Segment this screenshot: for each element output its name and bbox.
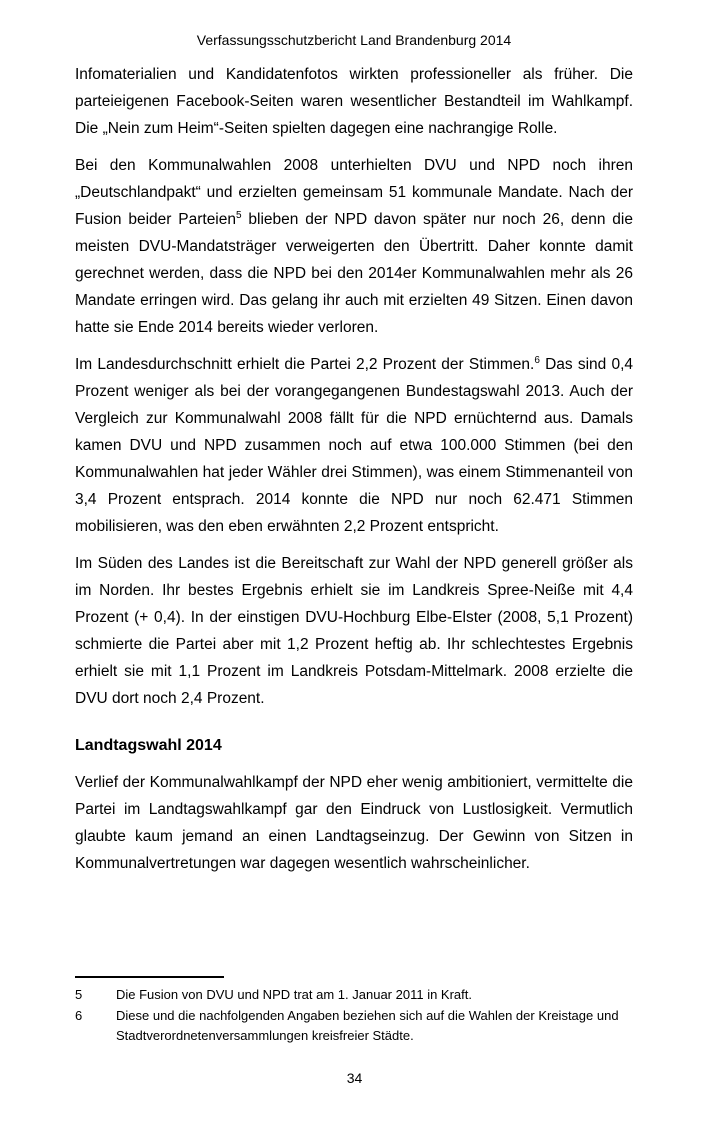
footnote-reference: 5 [236,209,242,221]
page-number: 34 [346,1070,363,1086]
footnote-separator [75,976,224,978]
footnote [75,1006,633,1047]
body-paragraph: Im Süden des Landes ist die Bereitschaft zur Wahl der NPD generell größer als im Norden. Ihr bestes Ergebnis erhielt sie im Landkreis Spree-Neiße mit 4,4 Prozent (+ 0,4). In der einstigen DVU-Hochburg Elbe-Elster (2008, 5,1 Prozent) schmierte die Partei aber mit 1,2 Prozent heftig ab. Ihr schlechtestes Ergebnis erhielt sie mit 1,1 Prozent im Landkreis Potsdam-Mittelmark. 2008 erzielte die DVU dort noch 2,4 Prozent. [75,555,633,707]
footnote-reference: 6 [534,354,540,366]
body-paragraph: Bei den Kommunalwahlen 2008 unterhielten DVU und NPD noch ihren „Deutschlandpakt“ und erzielten gemeinsam 51 kommunale Mandate. Nach der Fusion beider Parteien$^5$ blieben der NPD davon später nur noch 26, denn die meisten DVU-Mandatsträger verweigerten den Übertritt. Daher konnte damit gerechnet werden, dass die NPD bei den 2014er Kommunalwahlen mehr als 26 Mandate erringen wird. Das gelang ihr auch mit erzielten 49 Sitzen. Einen davon hatte sie Ende 2014 bereits wieder verloren. [75,157,633,336]
running-header: Verfassungsschutzbericht Land Brandenburg 2014 [196,32,512,48]
footnotes-section [75,976,633,1047]
footnote-number: 5 [75,987,83,1002]
footnote-text: Diese und die nachfolgenden Angaben beziehen sich auf die Wahlen der Kreistage und Stadtverordnetenversammlungen kreisfreier Städte. [116,1007,619,1043]
body-text [75,61,633,887]
footnote-text: Die Fusion von DVU und NPD trat am 1. Januar 2011 in Kraft. [116,987,472,1002]
footnote-number: 6 [75,1007,83,1023]
body-paragraph: Im Landesdurchschnitt erhielt die Partei 2,2 Prozent der Stimmen.$^6$ Das sind 0,4 Prozent weniger als bei der vorangegangenen Bundestagswahl 2013. Auch der Vergleich zur Kommunalwahl 2008 fällt für die NPD ernüchternd aus. Damals kamen DVU und NPD zusammen noch auf etwa 100.000 Stimmen (bei den Kommunalwahlen hat jeder Wähler drei Stimmen), was einem Stimmenanteil von 3,4 Prozent entsprach. 2014 konnte die NPD nur noch 62.471 Stimmen mobilisieren, was den eben erwähnten 2,2 Prozent entspricht. [75,354,634,535]
footnote [75,985,633,1006]
footnote-list [75,985,633,1047]
section-heading: Landtagswahl 2014 [75,737,222,754]
body-paragraph: Infomaterialien und Kandidatenfotos wirkten professioneller als früher. Die parteieigenen Facebook-Seiten waren wesentlicher Bestandteil im Wahlkampf. Die „Nein zum Heim“-Seiten spielten dagegen eine nachrangige Rolle. [75,66,633,137]
body-paragraph: Verlief der Kommunalwahlkampf der NPD eher wenig ambitioniert, vermittelte die Partei im Landtagswahlkampf gar den Eindruck von Lustlosigkeit. Vermutlich glaubte kaum jemand an einen Landtagseinzug. Der Gewinn von Sitzen in Kommunalvertretungen war dagegen wesentlich wahrscheinlicher. [75,774,633,872]
